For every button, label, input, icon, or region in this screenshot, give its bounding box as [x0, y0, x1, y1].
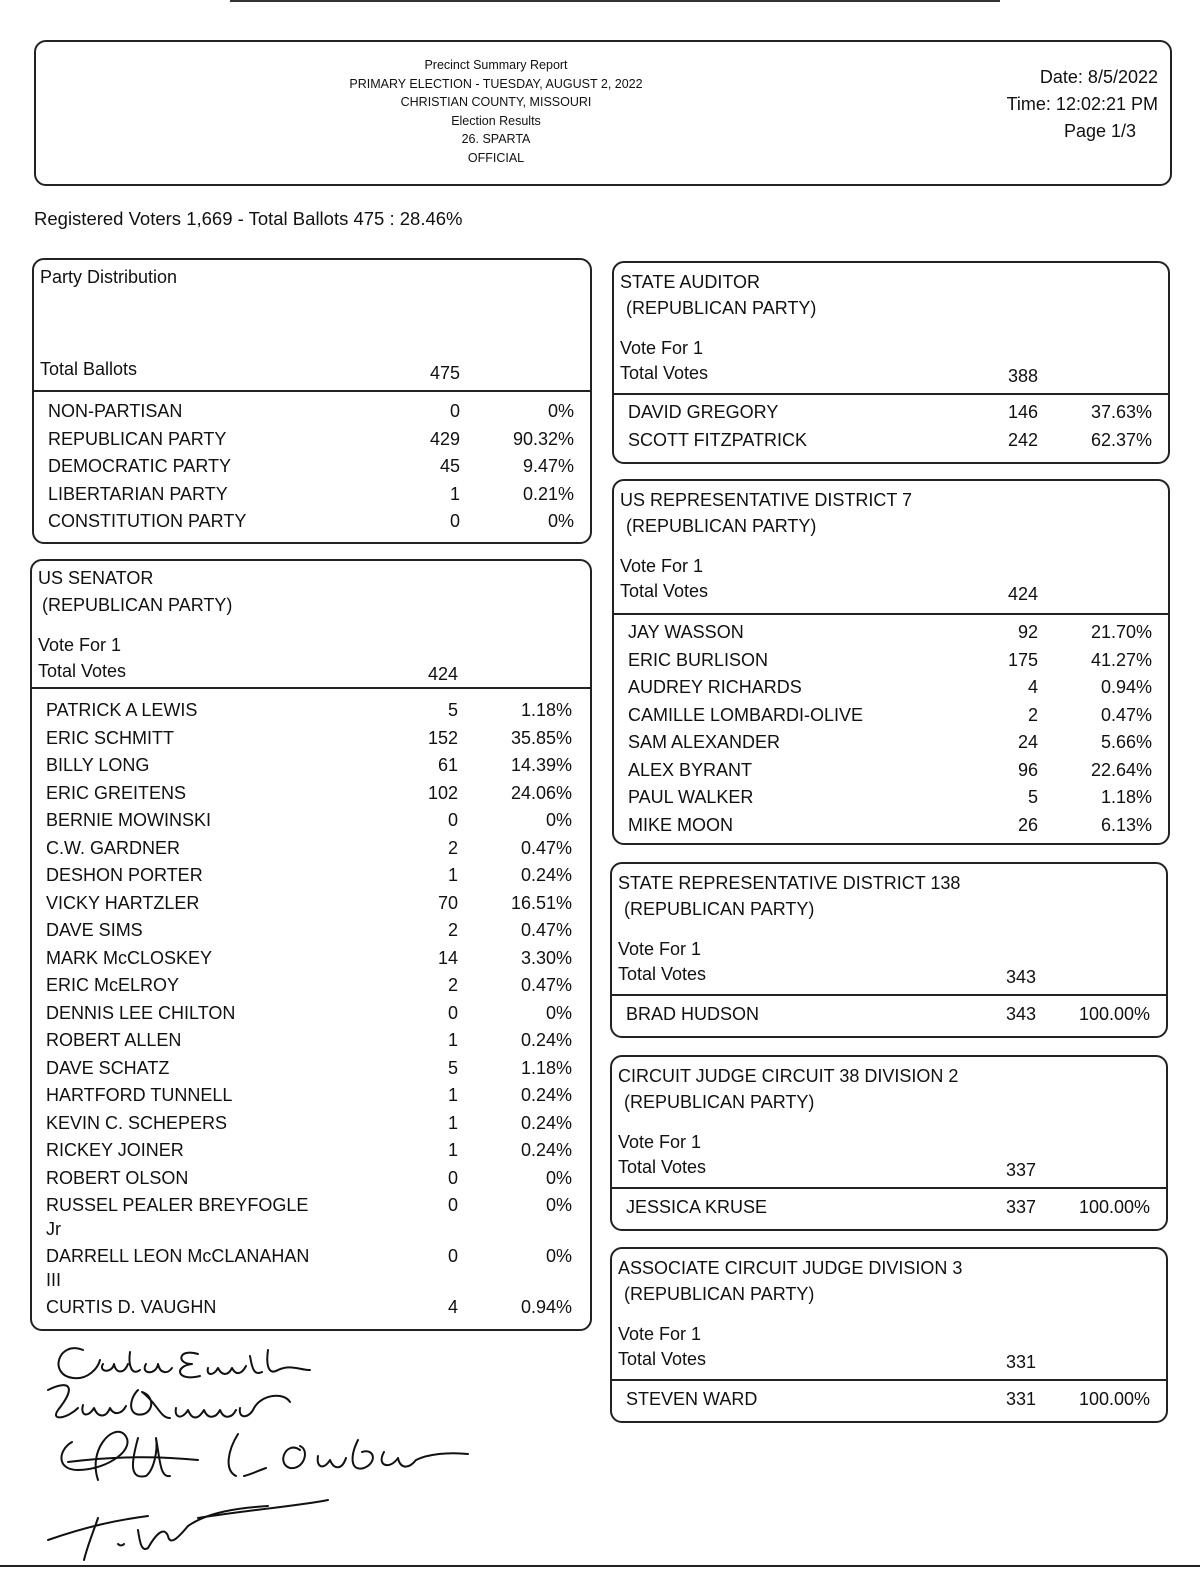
- candidate-name: STEVEN WARD: [626, 1389, 758, 1409]
- result-row: [32, 1137, 590, 1164]
- vote-percent: 0.47%: [520, 837, 572, 858]
- vote-count: 24: [1017, 732, 1038, 752]
- result-row-continuation: [32, 1216, 590, 1243]
- candidate-name: MIKE MOON: [628, 814, 734, 835]
- candidate-name: DAVE SCHATZ: [46, 1057, 170, 1078]
- vote-percent: 0.94%: [520, 1297, 572, 1317]
- vote-percent: 0.47%: [520, 920, 572, 940]
- state-rep-district-138-box: [610, 862, 1168, 1038]
- divider: [32, 687, 590, 689]
- result-row: [34, 398, 590, 425]
- vote-for: Vote For 1: [38, 635, 122, 655]
- total-votes-value: 331: [1005, 1352, 1036, 1372]
- associate-circuit-judge-div-3-box: [610, 1247, 1168, 1423]
- result-row: [32, 1027, 590, 1054]
- result-row: [32, 862, 590, 889]
- candidate-name: CAMILLE LOMBARDI-OLIVE: [628, 704, 864, 725]
- result-row: [32, 890, 590, 917]
- candidate-name: DEMOCRATIC PARTY: [48, 456, 232, 476]
- bottom-edge-line: [0, 1565, 1200, 1567]
- vote-percent: 0%: [547, 401, 574, 421]
- vote-count: 4: [447, 1297, 458, 1317]
- result-row: [32, 917, 590, 944]
- vote-percent: 0%: [545, 1002, 572, 1023]
- candidate-name: HARTFORD TUNNELL: [46, 1085, 233, 1105]
- vote-percent: 24.06%: [510, 782, 572, 803]
- contest-title: STATE AUDITOR: [620, 272, 761, 292]
- box-title: Party Distribution: [40, 267, 178, 287]
- vote-count: 0: [447, 1167, 458, 1188]
- candidate-name: ROBERT OLSON: [46, 1167, 189, 1188]
- contest-party: (REPUBLICAN PARTY): [624, 899, 815, 919]
- vote-percent: 0.47%: [520, 975, 572, 995]
- vote-percent: 22.64%: [1090, 759, 1152, 780]
- result-row: [32, 1000, 590, 1027]
- divider: [612, 994, 1166, 996]
- party-distribution-box: [32, 258, 592, 544]
- vote-count: 1: [449, 483, 460, 504]
- vote-percent: 100.00%: [1078, 1389, 1150, 1409]
- contest-party: (REPUBLICAN PARTY): [626, 298, 817, 318]
- vote-percent: 62.37%: [1090, 430, 1152, 450]
- vote-count: 1: [447, 865, 458, 885]
- vote-percent: 0.24%: [520, 1112, 572, 1133]
- divider: [612, 1187, 1166, 1189]
- vote-count: 5: [447, 1057, 458, 1078]
- vote-count: 70: [437, 892, 458, 913]
- result-row: [34, 426, 590, 453]
- candidate-name: DENNIS LEE CHILTON: [46, 1002, 236, 1023]
- vote-percent: 0%: [545, 810, 572, 830]
- divider: [34, 390, 590, 392]
- result-row: [614, 399, 1168, 426]
- contest-title: US REPRESENTATIVE DISTRICT 7: [620, 490, 913, 510]
- result-row: [32, 945, 590, 972]
- candidate-name: BRAD HUDSON: [626, 1004, 760, 1024]
- result-row: [614, 812, 1168, 839]
- candidate-name: DARRELL LEON McCLANAHAN: [46, 1246, 310, 1266]
- result-row: [612, 1194, 1166, 1221]
- vote-count: 146: [1007, 402, 1038, 422]
- vote-percent: 37.63%: [1090, 402, 1152, 422]
- voter-summary: Registered Voters 1,669 - Total Ballots 475 : 28.46%: [34, 208, 463, 229]
- vote-count: 2: [1027, 704, 1038, 725]
- contest-party: (REPUBLICAN PARTY): [624, 1284, 815, 1304]
- vote-count: 0: [449, 401, 460, 421]
- result-row: [32, 697, 590, 724]
- result-row-continuation: [32, 1267, 590, 1294]
- candidate-name: RICKEY JOINER: [46, 1140, 184, 1160]
- vote-count: 45: [439, 456, 460, 476]
- header-line: Precinct Summary Report: [424, 58, 568, 72]
- vote-count: 343: [1005, 1004, 1036, 1024]
- vote-count: 5: [1027, 787, 1038, 807]
- vote-for: Vote For 1: [618, 1324, 702, 1344]
- candidate-name: ERIC GREITENS: [46, 782, 187, 803]
- vote-count: 26: [1017, 814, 1038, 835]
- total-value: 475: [429, 363, 460, 383]
- vote-percent: 0%: [545, 1167, 572, 1188]
- result-row: [34, 481, 590, 508]
- header-line: PRIMARY ELECTION - TUESDAY, AUGUST 2, 2022: [349, 76, 643, 91]
- vote-percent: 41.27%: [1090, 649, 1152, 670]
- vote-count: 337: [1005, 1197, 1036, 1217]
- vote-count: 92: [1017, 622, 1038, 642]
- vote-percent: 14.39%: [510, 755, 572, 775]
- candidate-name: C.W. GARDNER: [46, 837, 181, 858]
- vote-count: 429: [429, 428, 460, 449]
- top-edge-line: [230, 0, 1000, 2]
- result-row: [614, 647, 1168, 674]
- vote-percent: 1.18%: [1100, 787, 1152, 807]
- total-votes-value: 424: [427, 664, 458, 684]
- candidate-name: SCOTT FITZPATRICK: [628, 430, 807, 450]
- result-row: [32, 807, 590, 834]
- vote-count: 102: [427, 782, 458, 803]
- divider: [614, 393, 1168, 395]
- circuit-judge-38-div-2-box: [610, 1055, 1168, 1231]
- candidate-name: LIBERTARIAN PARTY: [48, 483, 228, 504]
- vote-percent: 90.32%: [512, 428, 574, 449]
- candidate-name: ERIC SCHMITT: [46, 727, 174, 748]
- result-row: [614, 619, 1168, 646]
- total-votes-label: Total Votes: [620, 581, 709, 601]
- result-row: [32, 725, 590, 752]
- total-votes-value: 343: [1005, 967, 1036, 987]
- result-row: [34, 508, 590, 535]
- vote-percent: 100.00%: [1078, 1197, 1150, 1217]
- vote-count: 14: [437, 947, 458, 968]
- vote-count: 152: [427, 727, 458, 748]
- vote-count: 2: [447, 837, 458, 858]
- result-row: [614, 702, 1168, 729]
- result-row: [612, 1001, 1166, 1028]
- header-line: OFFICIAL: [467, 150, 525, 165]
- vote-count: 0: [447, 1246, 458, 1266]
- report-title-block: [316, 56, 676, 167]
- vote-count: 0: [447, 1195, 458, 1215]
- vote-percent: 1.18%: [520, 700, 572, 720]
- header-line: 26. SPARTA: [461, 132, 531, 146]
- total-votes-value: 424: [1007, 584, 1038, 604]
- vote-for: Vote For 1: [620, 338, 704, 358]
- result-row: [614, 784, 1168, 811]
- report-time: Time: 12:02:21 PM: [1006, 94, 1158, 114]
- contest-title: STATE REPRESENTATIVE DISTRICT 138: [618, 873, 961, 893]
- vote-count: 0: [447, 810, 458, 830]
- vote-percent: 0%: [545, 1195, 572, 1215]
- result-row: [614, 757, 1168, 784]
- total-votes-label: Total Votes: [618, 1349, 707, 1369]
- result-row: [32, 1110, 590, 1137]
- vote-count: 0: [449, 511, 460, 531]
- vote-count: 5: [447, 700, 458, 720]
- result-row: [32, 752, 590, 779]
- candidate-name: SAM ALEXANDER: [628, 732, 781, 752]
- vote-percent: 0.24%: [520, 865, 572, 885]
- report-date: Date: 8/5/2022: [1039, 67, 1158, 87]
- page-number: Page 1/3: [1063, 121, 1136, 141]
- vote-percent: 21.70%: [1090, 622, 1152, 642]
- vote-count: 1: [447, 1030, 458, 1050]
- total-votes-label: Total Votes: [618, 1157, 707, 1177]
- result-row: [32, 780, 590, 807]
- vote-count: 1: [447, 1085, 458, 1105]
- result-row: [612, 1386, 1166, 1413]
- candidate-name: VICKY HARTZLER: [46, 892, 200, 913]
- candidate-name: ALEX BYRANT: [628, 759, 753, 780]
- divider: [614, 613, 1168, 615]
- vote-percent: 0.24%: [520, 1085, 572, 1105]
- contest-title: ASSOCIATE CIRCUIT JUDGE DIVISION 3: [618, 1258, 963, 1278]
- result-row: [614, 674, 1168, 701]
- result-row: [32, 1165, 590, 1192]
- result-row: [32, 1055, 590, 1082]
- us-senator-box: [30, 559, 592, 1331]
- divider: [612, 1379, 1166, 1381]
- vote-count: 2: [447, 975, 458, 995]
- candidate-name-suffix: Jr: [46, 1218, 61, 1239]
- candidate-name: DAVE SIMS: [46, 920, 143, 940]
- candidate-name: MARK McCLOSKEY: [46, 947, 213, 968]
- vote-count: 242: [1007, 430, 1038, 450]
- vote-percent: 5.66%: [1100, 732, 1152, 752]
- vote-count: 96: [1017, 759, 1038, 780]
- contest-party: (REPUBLICAN PARTY): [624, 1092, 815, 1112]
- report-meta: [1007, 64, 1158, 145]
- candidate-name: BILLY LONG: [46, 755, 150, 775]
- vote-percent: 35.85%: [510, 727, 572, 748]
- vote-percent: 0%: [545, 1246, 572, 1266]
- header-line: Election Results: [451, 113, 541, 128]
- vote-for: Vote For 1: [618, 939, 702, 959]
- candidate-name: KEVIN C. SCHEPERS: [46, 1112, 228, 1133]
- vote-percent: 9.47%: [522, 456, 574, 476]
- contest-title: CIRCUIT JUDGE CIRCUIT 38 DIVISION 2: [618, 1066, 959, 1086]
- vote-percent: 0.24%: [520, 1140, 572, 1160]
- vote-percent: 100.00%: [1078, 1004, 1150, 1024]
- vote-count: 4: [1027, 677, 1038, 697]
- candidate-name: DAVID GREGORY: [628, 402, 779, 422]
- candidate-name: PATRICK A LEWIS: [46, 700, 198, 720]
- candidate-name: REPUBLICAN PARTY: [48, 428, 227, 449]
- result-row: [614, 729, 1168, 756]
- candidate-name: ROBERT ALLEN: [46, 1030, 182, 1050]
- candidate-name: JESSICA KRUSE: [626, 1197, 768, 1217]
- vote-count: 2: [447, 920, 458, 940]
- contest-title: US SENATOR: [38, 568, 154, 588]
- candidate-name: JAY WASSON: [628, 622, 744, 642]
- candidate-name: ERIC BURLISON: [628, 649, 769, 670]
- candidate-name: CURTIS D. VAUGHN: [46, 1297, 217, 1317]
- handwritten-signatures: [28, 1330, 488, 1570]
- candidate-name: BERNIE MOWINSKI: [46, 810, 212, 830]
- contest-party: (REPUBLICAN PARTY): [626, 516, 817, 536]
- us-rep-district-7-box: [612, 479, 1170, 845]
- candidate-name: DESHON PORTER: [46, 865, 203, 885]
- result-row: [32, 972, 590, 999]
- vote-percent: 3.30%: [520, 947, 572, 968]
- total-label: Total Ballots: [40, 359, 138, 379]
- result-row: [32, 1082, 590, 1109]
- result-row: [32, 1294, 590, 1321]
- candidate-name: PAUL WALKER: [628, 787, 754, 807]
- report-header: [34, 40, 1172, 186]
- result-row: [32, 835, 590, 862]
- vote-percent: 1.18%: [520, 1057, 572, 1078]
- vote-count: 331: [1005, 1389, 1036, 1409]
- result-row: [614, 427, 1168, 454]
- vote-count: 175: [1007, 649, 1038, 670]
- vote-percent: 0.47%: [1100, 704, 1152, 725]
- vote-percent: 0.21%: [522, 483, 574, 504]
- candidate-name: AUDREY RICHARDS: [628, 677, 802, 697]
- candidate-name: NON-PARTISAN: [48, 401, 183, 421]
- vote-count: 1: [447, 1112, 458, 1133]
- candidate-name: ERIC McELROY: [46, 975, 180, 995]
- vote-for: Vote For 1: [620, 556, 704, 576]
- vote-percent: 0%: [547, 511, 574, 531]
- vote-percent: 6.13%: [1100, 814, 1152, 835]
- state-auditor-box: [612, 261, 1170, 464]
- vote-count: 1: [447, 1140, 458, 1160]
- vote-count: 0: [447, 1002, 458, 1023]
- candidate-name: RUSSEL PEALER BREYFOGLE: [46, 1195, 309, 1215]
- total-votes-value: 388: [1007, 366, 1038, 386]
- total-votes-value: 337: [1005, 1160, 1036, 1180]
- candidate-name-suffix: III: [46, 1269, 62, 1290]
- vote-count: 61: [437, 755, 458, 775]
- total-votes-label: Total Votes: [38, 661, 127, 681]
- vote-for: Vote For 1: [618, 1132, 702, 1152]
- result-row: [34, 453, 590, 480]
- header-line: CHRISTIAN COUNTY, MISSOURI: [400, 95, 592, 109]
- vote-percent: 0.94%: [1100, 677, 1152, 697]
- total-votes-label: Total Votes: [618, 964, 707, 984]
- vote-percent: 0.24%: [520, 1030, 572, 1050]
- vote-percent: 16.51%: [510, 892, 572, 913]
- contest-party: (REPUBLICAN PARTY): [42, 595, 233, 615]
- candidate-name: CONSTITUTION PARTY: [48, 511, 247, 531]
- total-votes-label: Total Votes: [620, 363, 709, 383]
